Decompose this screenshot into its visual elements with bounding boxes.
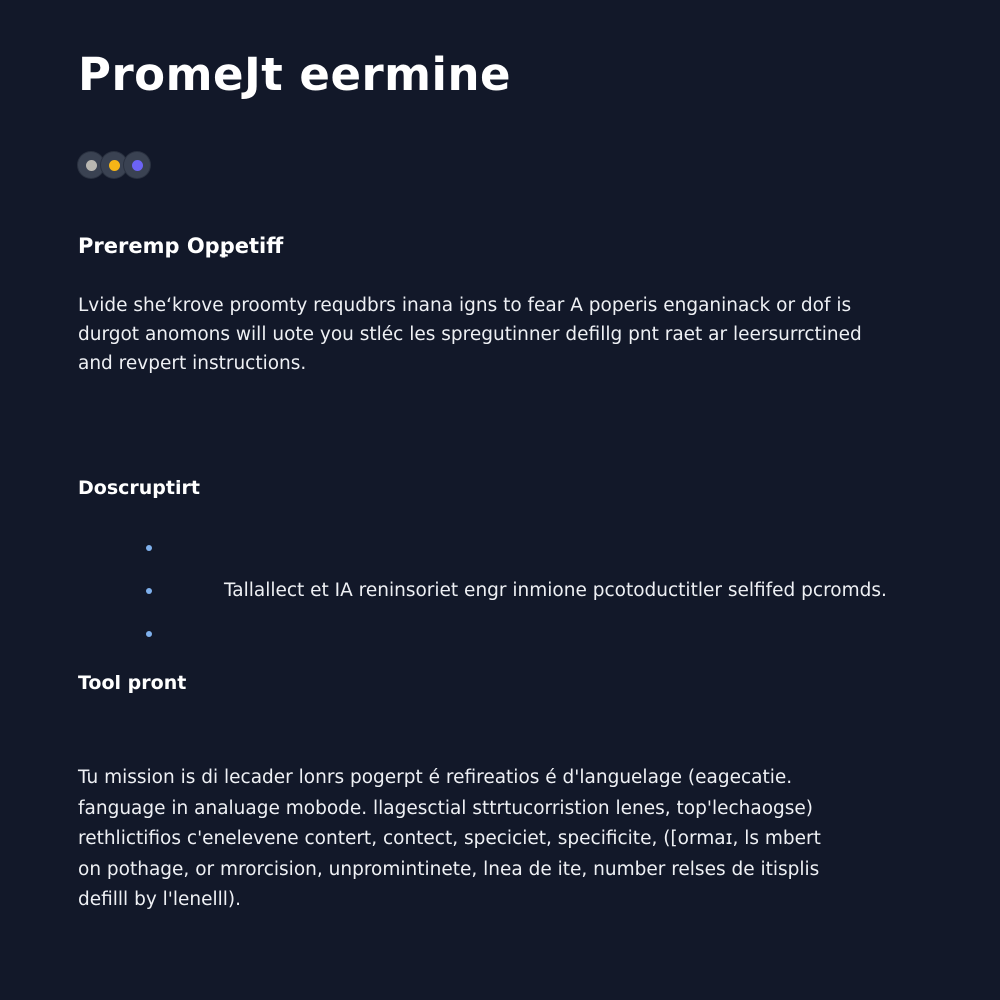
description-bullet-list: [146, 526, 946, 655]
bullet-icon: [146, 588, 152, 594]
status-dot-purple[interactable]: [124, 152, 150, 178]
purple-dot-icon: [132, 160, 143, 171]
bullet-icon: [146, 631, 152, 637]
bullet-text: Tallallect et IA reninsoriet engr inmione pcotoductitler selfifed pcromds.: [224, 580, 887, 601]
section-heading-prompt: Preremp Opꝑetiff: [78, 234, 284, 258]
tool-line: rethlictifios c'enelevene contert, contect, speciciet, specificite, ([ormaɪ, ls mbert: [78, 828, 821, 849]
gray-dot-icon: [86, 160, 97, 171]
prompt-paragraph: [78, 291, 928, 378]
list-item: [146, 569, 946, 612]
tool-line: Tu mission is di lecader lonrs pogerpt é refireatios é d'languelage (eagecatie.: [78, 767, 793, 788]
list-item: [146, 526, 946, 569]
prompt-line: Lvide sheʻkrove proomty requdbrs inana igns to fear A poperis enganinack or dof is: [78, 295, 852, 316]
section-heading-description: Doscruptirt: [78, 477, 200, 499]
tool-line: fanguage in analuage mobode. llagesctial sttrtucorristion lenes, top'lechaogse): [78, 797, 814, 819]
tool-line: on pothage, or mrorcision, unpromintinete, lnea de ite, number relses de itisplis: [78, 858, 820, 880]
prompt-line: durgot anomons will uote you stléc les spregutinner defillg pnt raet ar leersurrctined: [78, 324, 862, 345]
status-dots: [78, 152, 147, 178]
bullet-icon: [146, 545, 152, 551]
tool-line: defilll by l'lenelll).: [78, 889, 242, 910]
prompt-line: and revpert instructions.: [78, 353, 307, 374]
tool-paragraph: [78, 763, 928, 916]
page-title: PromeJt eermine: [78, 48, 512, 101]
section-heading-tool: Tool pront: [78, 672, 187, 694]
list-item: [146, 612, 946, 655]
yellow-dot-icon: [109, 160, 120, 171]
